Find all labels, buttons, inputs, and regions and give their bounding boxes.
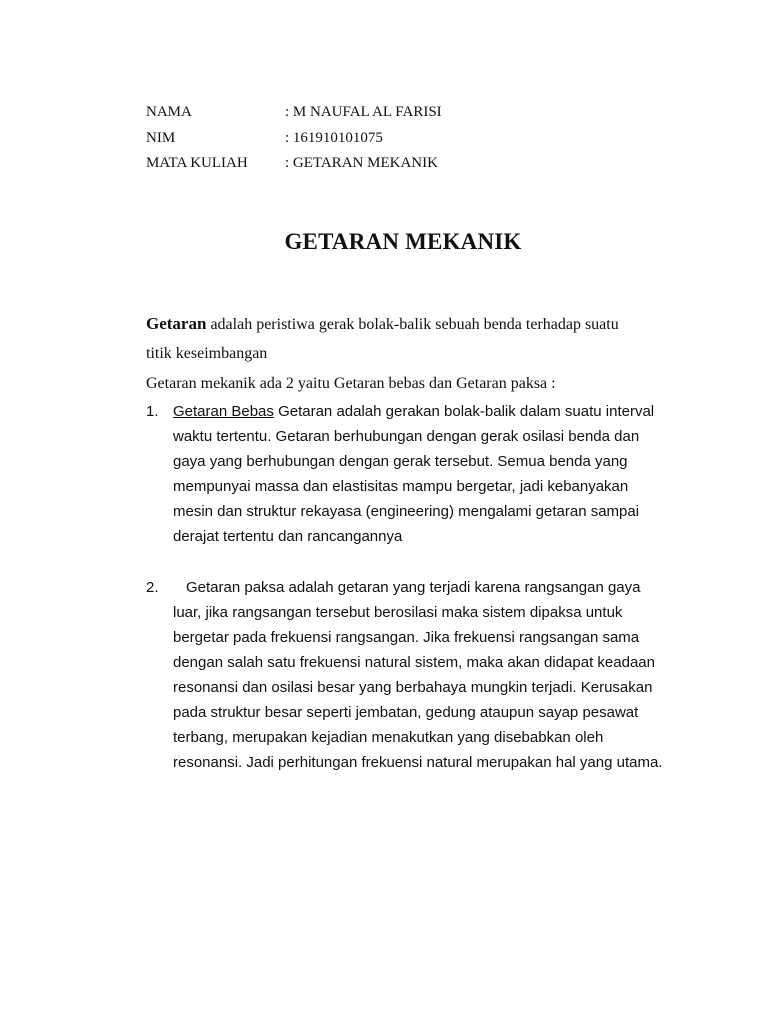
list-item-lead: Getaran Bebas <box>173 403 274 420</box>
list-item-number: 1. <box>146 403 159 420</box>
types-line: Getaran mekanik ada 2 yaitu Getaran bebas dan Getaran paksa : <box>146 375 556 392</box>
meta-value-mata-kuliah: : GETARAN MEKANIK <box>285 155 438 171</box>
list-item-getaran-paksa <box>146 575 666 775</box>
list-item-text: Getaran adalah gerakan bolak-balik dalam suatu interval waktu tertentu. Getaran berhubungan dengan gerak osilasi benda dan gaya yang berhubungan dengan gerak tersebut. Semua benda yang mempunyai massa dan elastisitas mampu bergetar, jadi kebanyakan mesin dan struktur rekayasa (engineering) mengalami getaran sampai derajat tertentu dan rancangannya <box>173 403 655 545</box>
list-item-body <box>173 575 666 775</box>
meta-label-nama: NAMA <box>146 104 192 120</box>
intro-term: Getaran <box>146 314 207 333</box>
meta-value-nama: : M NAUFAL AL FARISI <box>285 104 442 120</box>
meta-label-nim: NIM <box>146 130 176 146</box>
document-title: GETARAN MEKANIK <box>284 229 522 254</box>
list-item-body <box>173 399 666 549</box>
meta-value-nim: : 161910101075 <box>285 130 383 146</box>
list-item-text: Getaran paksa adalah getaran yang terjadi karena rangsangan gaya luar, jika rangsangan tersebut berosilasi maka sistem dipaksa untuk bergetar pada frekuensi rangsangan. Jika frekuensi rangsangan sama dengan salah satu frekuensi natural sistem, maka akan didapat keadaan resonansi dan osilasi besar yang berbahaya mungkin terjadi. Kerusakan pada struktur besar seperti jembatan, gedung ataupun sayap pesawat terbang, merupakan kejadian menakutkan yang disebabkan oleh resonansi. Jadi perhitungan frekuensi natural merupakan hal yang utama. <box>173 579 663 771</box>
list-item-getaran-bebas <box>146 399 666 549</box>
meta-label-mata-kuliah: MATA KULIAH <box>146 155 248 171</box>
intro-paragraph <box>146 309 646 368</box>
intro-definition: adalah peristiwa gerak bolak-balik sebuah benda terhadap suatu titik keseimbangan <box>146 316 619 362</box>
list-item-number: 2. <box>146 579 159 596</box>
